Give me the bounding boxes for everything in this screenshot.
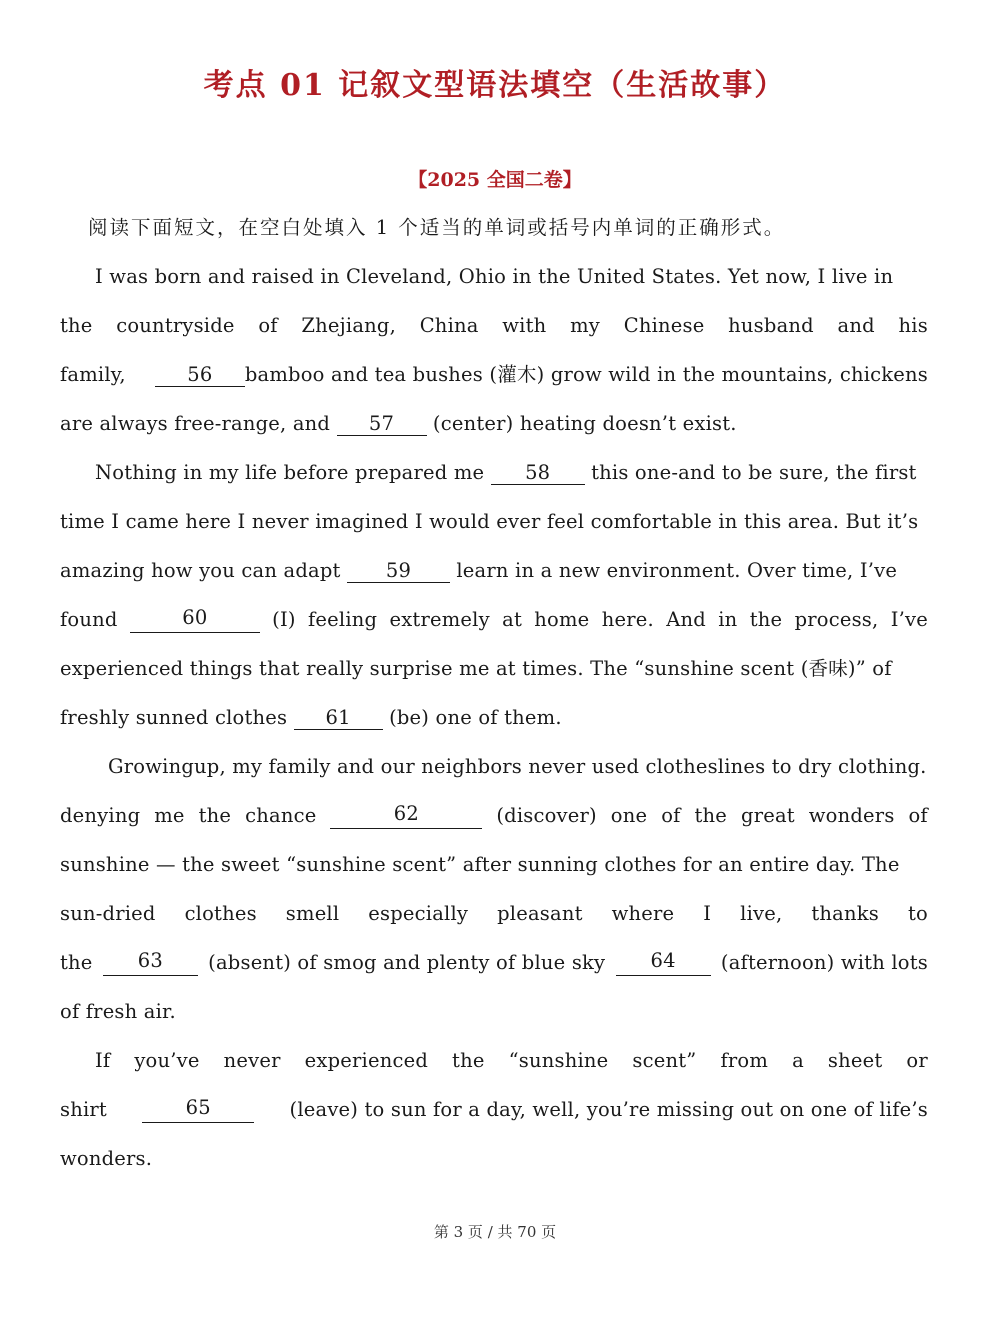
word: feeling <box>307 608 378 631</box>
word: from <box>720 1049 769 1072</box>
word: chance <box>245 804 317 827</box>
passage-line: sunshine — the sweet “sunshine scent” after sunning clothes for an entire day. The <box>60 853 900 876</box>
word: of <box>661 804 681 827</box>
word: the <box>60 314 93 337</box>
passage-line: the 63 (absent) of smog and plenty of blue sky 64 (afternoon) with lots <box>60 949 928 974</box>
word: with <box>502 314 547 337</box>
word: of <box>908 804 928 827</box>
word: here. <box>601 608 654 631</box>
word: denying <box>60 804 141 827</box>
word: great <box>741 804 795 827</box>
blank-60[interactable]: 60 <box>130 607 260 633</box>
word: Zhejiang, <box>301 314 396 337</box>
word: the <box>749 608 783 631</box>
word: process, <box>794 608 879 631</box>
passage-line: Growingup, my family and our neighbors never used clotheslines to dry clothing. <box>108 755 927 778</box>
page-footer: 第 3 页 / 共 70 页 <box>433 1223 557 1241</box>
word: Chinese <box>623 314 705 337</box>
passage-line: of fresh air. <box>60 1000 176 1023</box>
passage-line: wonders. <box>60 1147 153 1170</box>
word: husband <box>728 314 814 337</box>
blank-61[interactable]: 61 <box>294 707 383 730</box>
word: I’ve <box>890 608 928 631</box>
word: my <box>570 314 601 337</box>
word: thanks <box>811 902 879 925</box>
blank-56[interactable]: 56 <box>155 364 245 387</box>
word: to <box>907 902 928 925</box>
word: in <box>718 608 738 631</box>
passage-line: are always free-range, and 57 (center) heating doesn’t exist. <box>60 412 737 435</box>
exam-source: 【2025 全国二卷】 <box>408 169 582 191</box>
word: sheet <box>827 1049 883 1072</box>
passage-line: found 60 (I) feeling extremely at home here. And in the process, I’ve <box>60 606 928 631</box>
instruction: 阅读下面短文，在空白处填入 1 个适当的单词或括号内单词的正确形式。 <box>88 216 786 239</box>
passage-line: shirt 65 (leave) to sun for a day, well, you’re missing out on one of life’s <box>60 1096 928 1121</box>
word: one <box>610 804 648 827</box>
passage-line <box>60 313 928 339</box>
blank-63[interactable]: 63 <box>103 950 198 976</box>
word: countryside <box>116 314 235 337</box>
word: I <box>703 902 712 925</box>
blank-64[interactable]: 64 <box>616 950 711 976</box>
passage-line: I was born and raised in Cleveland, Ohio in the United States. Yet now, I live in <box>95 265 894 288</box>
word: and <box>837 314 875 337</box>
word: or <box>906 1049 928 1072</box>
word: pleasant <box>497 902 583 925</box>
passage-line: family, 56 bamboo and tea bushes (灌木) grow wild in the mountains, chickens <box>60 363 928 386</box>
passage-line <box>95 1048 928 1074</box>
word: live, <box>740 902 783 925</box>
word: wonders <box>808 804 895 827</box>
word: smell <box>285 902 340 925</box>
blank-57[interactable]: 57 <box>337 413 427 436</box>
word: sun-dried <box>60 902 156 925</box>
word: at <box>502 608 522 631</box>
word: the <box>198 804 232 827</box>
word: “sunshine <box>508 1049 609 1072</box>
word: his <box>898 314 928 337</box>
word: never <box>223 1049 281 1072</box>
word: scent” <box>632 1049 697 1072</box>
word: a <box>792 1049 804 1072</box>
passage-line <box>60 803 928 829</box>
blank-59[interactable]: 59 <box>347 560 450 583</box>
word: extremely <box>389 608 490 631</box>
word: clothes <box>184 902 257 925</box>
blank-62[interactable]: 62 <box>330 803 482 829</box>
word: of <box>258 314 278 337</box>
page-title: 考点 01 记叙文型语法填空（生活故事） <box>203 68 787 103</box>
passage-line: amazing how you can adapt 59 learn in a new environment. Over time, I’ve <box>60 559 898 582</box>
word: me <box>154 804 185 827</box>
word: the <box>452 1049 485 1072</box>
word: And <box>666 608 706 631</box>
word: (discover) <box>496 804 597 827</box>
word: you’ve <box>134 1049 200 1072</box>
word: If <box>95 1049 111 1072</box>
passage-line: time I came here I never imagined I would ever feel comfortable in this area. But it’s <box>60 510 919 533</box>
word: where <box>611 902 675 925</box>
word: the <box>694 804 728 827</box>
word: especially <box>368 902 469 925</box>
word: (I) <box>272 608 296 631</box>
blank-58[interactable]: 58 <box>491 462 585 485</box>
passage-line: freshly sunned clothes 61 (be) one of them. <box>60 706 562 729</box>
word: home <box>534 608 590 631</box>
word: China <box>419 314 479 337</box>
passage-line <box>60 901 928 927</box>
word: experienced <box>304 1049 429 1072</box>
blank-65[interactable]: 65 <box>142 1097 254 1123</box>
passage-line: experienced things that really surprise me at times. The “sunshine scent (香味)” of <box>60 657 892 680</box>
passage-line: Nothing in my life before prepared me 58 this one-and to be sure, the first <box>95 461 917 484</box>
